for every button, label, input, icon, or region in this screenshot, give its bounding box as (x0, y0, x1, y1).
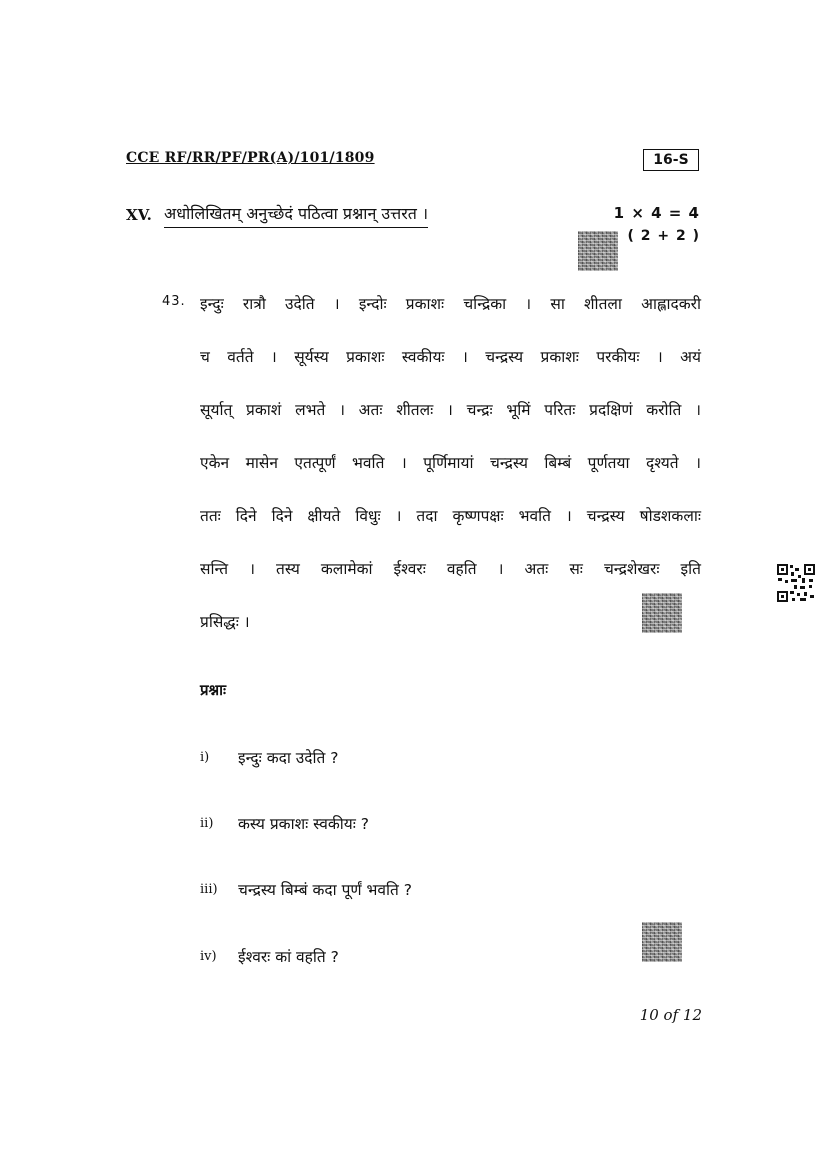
section-number: XV. (126, 206, 152, 224)
sub-question-text: चन्द्रस्य बिम्बं कदा पूर्णं भवति ? (238, 881, 413, 899)
passage-line-4: एकेन मासेन एतत्पूर्णं भवति । पूर्णिमायां चन्द्रस्य बिम्बं पूर्णतया दृश्यते । (200, 454, 701, 472)
passage-line-7: प्रसिद्धः । (200, 613, 250, 631)
noise-stamp-2 (642, 593, 682, 633)
sub-question-label: iv) (200, 949, 217, 964)
questions-heading: प्रश्नाः (200, 681, 227, 699)
marks-total: 1 × 4 = 4 (613, 204, 700, 222)
sub-question-text: ईश्वरः कां वहति ? (238, 948, 339, 966)
sub-question-text: कस्य प्रकाशः स्वकीयः ? (238, 815, 370, 833)
passage-line-3: सूर्यात् प्रकाशं लभते । अतः शीतलः । चन्द्रः भूमिं परितः प्रदक्षिणं करोति । (200, 401, 701, 419)
passage-line-1: इन्दुः रात्रौ उदेति । इन्दोः प्रकाशः चन्द्रिका । सा शीतला आह्लादकरी (200, 295, 701, 313)
question-number: 43. (162, 294, 186, 309)
passage-line-6: सन्ति । तस्य कलामेकां ईश्वरः वहति । अतः सः चन्द्रशेखरः इति (200, 560, 701, 578)
passage-line-5: ततः दिने दिने क्षीयते विधुः । तदा कृष्णपक्षः भवति । चन्द्रस्य षोडशकलाः (200, 507, 701, 525)
paper-code-box: 16-S (643, 149, 699, 171)
section-instruction: अधोलिखितम् अनुच्छेदं पठित्वा प्रश्नान् उत्तरत । (164, 202, 428, 228)
noise-stamp-3 (642, 922, 682, 962)
passage-line-2: च वर्तते । सूर्यस्य प्रकाशः स्वकीयः । चन्द्रस्य प्रकाशः परकीयः । अयं (200, 348, 701, 366)
noise-stamp-1 (578, 231, 618, 271)
page-number: 10 of 12 (639, 1006, 702, 1024)
qr-code-icon (776, 563, 816, 603)
sub-question-label: ii) (200, 816, 214, 831)
sub-question-label: i) (200, 750, 210, 765)
exam-code: CCE RF/RR/PF/PR(A)/101/1809 (126, 150, 375, 166)
marks-split: ( 2 + 2 ) (627, 228, 700, 244)
sub-question-text: इन्दुः कदा उदेति ? (238, 749, 339, 767)
sub-question-label: iii) (200, 882, 218, 897)
